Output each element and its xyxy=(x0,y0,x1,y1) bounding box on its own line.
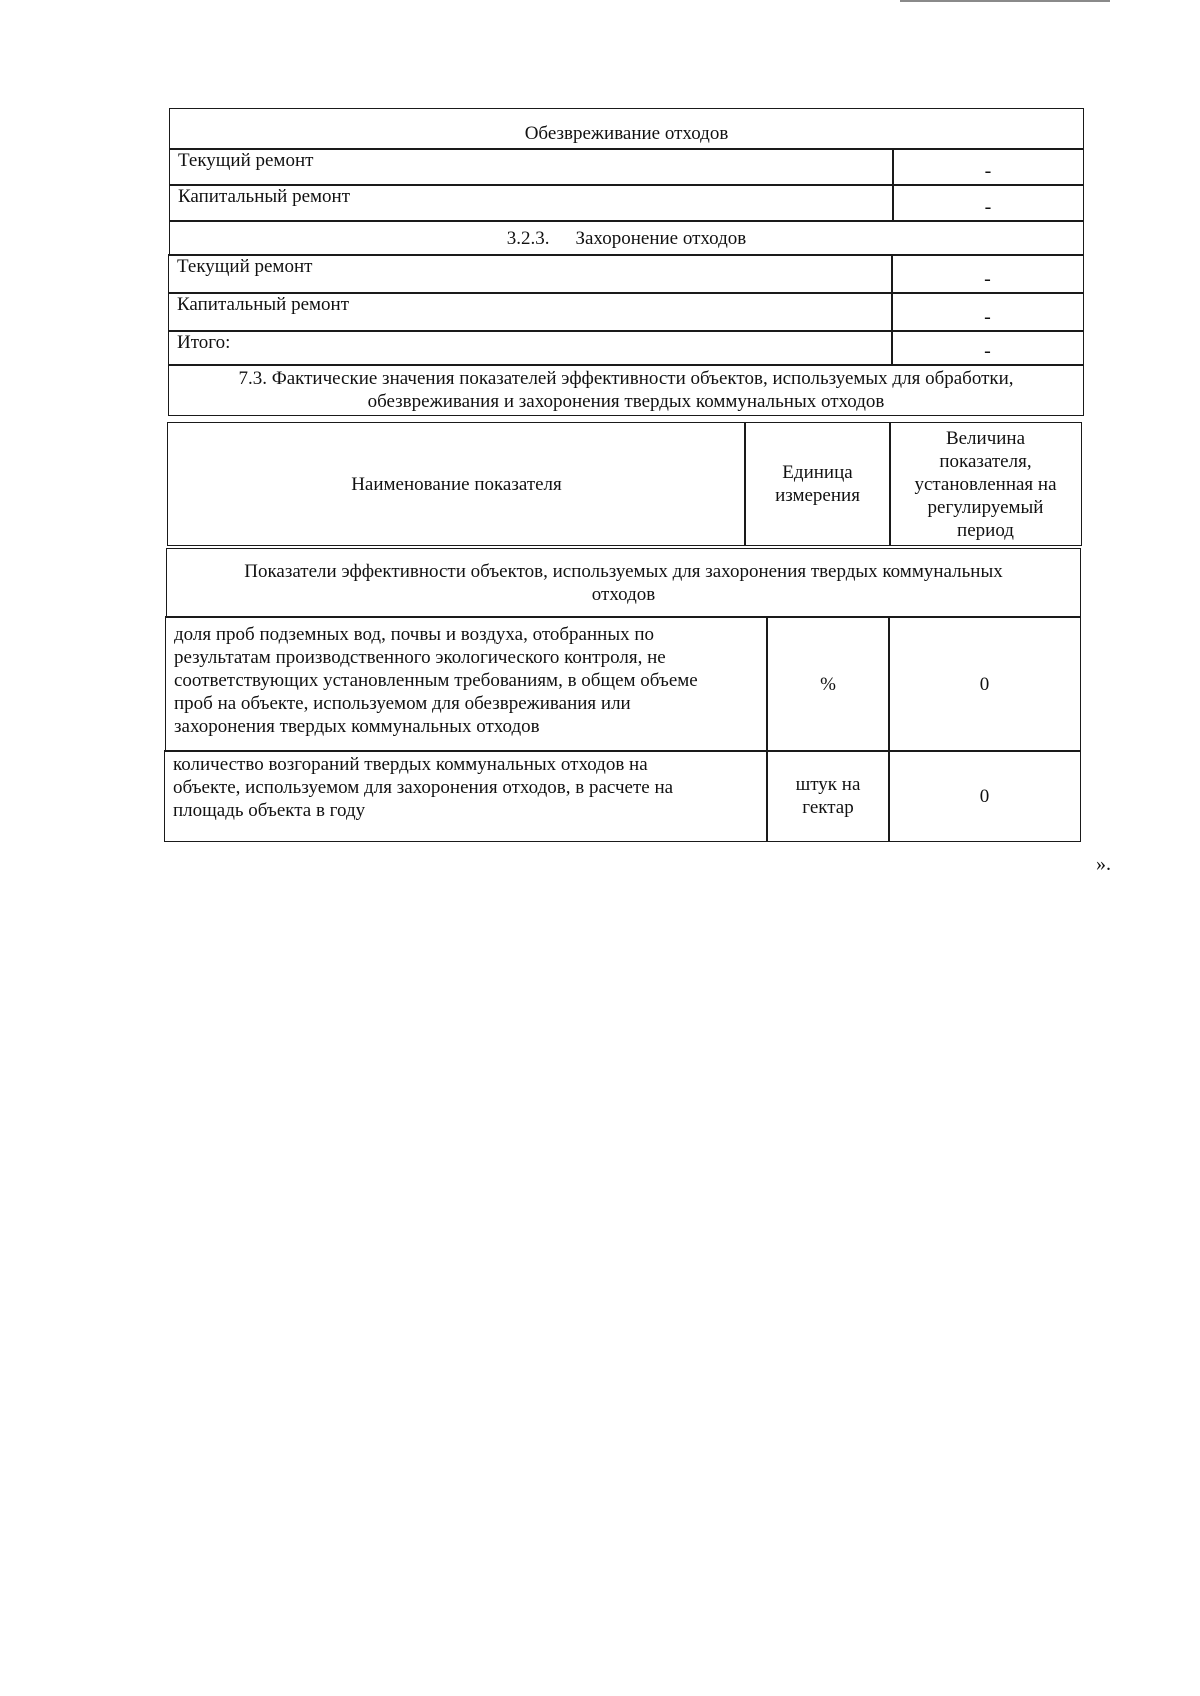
indicator-row-1-name-line: доля проб подземных вод, почвы и воздуха, отобранных по xyxy=(174,624,655,645)
header-unit xyxy=(744,422,891,546)
row-value: - xyxy=(984,268,991,290)
section-number: 3.2.3. xyxy=(506,227,550,249)
row-value: - xyxy=(984,160,992,182)
indicator-row-1-name-line: соответствующих установленным требованиям, в общем объеме xyxy=(174,670,698,691)
indicator-row-2-name-line: площадь объекта в году xyxy=(173,800,366,821)
indicators-group-title xyxy=(166,548,1081,618)
header-value-line5: период xyxy=(957,519,1014,541)
header-value-line2: показателя, xyxy=(939,450,1032,472)
section-title-burial-text: Захоронение отходов xyxy=(575,227,747,249)
neutralization-row-capital-value xyxy=(892,184,1084,222)
total-label-text: Итого: xyxy=(177,332,231,353)
indicator-row-1-unit xyxy=(766,616,890,752)
indicator-row-2-value-text: 0 xyxy=(979,785,990,807)
indicator-row-2-name-line: объекте, используемом для захоронения отходов, в расчете на xyxy=(173,777,674,798)
neutralization-row-current-value xyxy=(892,148,1084,186)
section-title-neutralization-text: Обезвреживание отходов xyxy=(524,123,729,144)
section-7-3-title-line1: 7.3. Фактические значения показателей эффективности объектов, используемых для обработки, xyxy=(238,368,1014,389)
row-label: Капитальный ремонт xyxy=(178,186,351,207)
indicator-row-2-unit xyxy=(766,750,890,842)
indicator-row-2-unit-line2: гектар xyxy=(802,797,854,818)
header-value-line4: регулируемый xyxy=(927,496,1044,518)
header-unit-line1: Единица xyxy=(782,462,853,483)
closing-quote-mark: ». xyxy=(1096,853,1111,875)
section-title-burial xyxy=(169,220,1084,256)
indicators-group-title-line2: отходов xyxy=(591,584,656,605)
indicator-row-1-name-line: захоронения твердых коммунальных отходов xyxy=(174,716,540,737)
section-title-neutralization xyxy=(169,108,1084,150)
burial-row-current-label xyxy=(168,254,893,294)
indicator-row-1-value-text: 0 xyxy=(979,673,990,695)
burial-row-current-value xyxy=(891,254,1084,294)
indicator-row-1-unit-text: % xyxy=(820,673,836,695)
burial-row-capital-value xyxy=(891,292,1084,332)
total-label xyxy=(168,330,893,366)
row-value: - xyxy=(984,306,991,328)
burial-row-capital-label xyxy=(168,292,893,332)
indicator-row-2-name-line: количество возгораний твердых коммунальных отходов на xyxy=(173,754,648,775)
header-indicator-name xyxy=(167,422,746,546)
indicator-row-1-value xyxy=(888,616,1081,752)
header-value-line1: Величина xyxy=(945,427,1026,449)
indicator-row-1-name-line: результатам производственного экологического контроля, не xyxy=(174,647,666,668)
row-value: - xyxy=(984,196,992,218)
row-label: Текущий ремонт xyxy=(178,150,314,171)
neutralization-row-capital-label xyxy=(169,184,894,222)
scan-artifact-top xyxy=(900,0,1110,2)
indicator-row-2-value xyxy=(888,750,1081,842)
row-label: Капитальный ремонт xyxy=(177,294,350,315)
section-7-3-title-line2: обезвреживания и захоронения твердых коммунальных отходов xyxy=(367,391,885,412)
section-7-3-title xyxy=(168,364,1084,416)
total-value-text: - xyxy=(984,340,991,362)
indicator-row-2-name xyxy=(164,750,768,842)
neutralization-row-current-label xyxy=(169,148,894,186)
indicator-row-1-name-line: проб на объекте, используемом для обезвреживания или xyxy=(174,693,631,714)
header-unit-line2: измерения xyxy=(775,485,860,506)
total-value xyxy=(891,330,1084,366)
header-value-line3: установленная на xyxy=(914,473,1057,495)
header-value xyxy=(889,422,1082,546)
indicators-group-title-line1: Показатели эффективности объектов, используемых для захоронения твердых коммунальных xyxy=(244,561,1003,582)
indicator-row-2-unit-line1: штук на xyxy=(795,774,861,795)
header-indicator-name-text: Наименование показателя xyxy=(351,473,562,495)
indicator-row-1-name xyxy=(165,616,768,752)
row-label: Текущий ремонт xyxy=(177,256,313,277)
